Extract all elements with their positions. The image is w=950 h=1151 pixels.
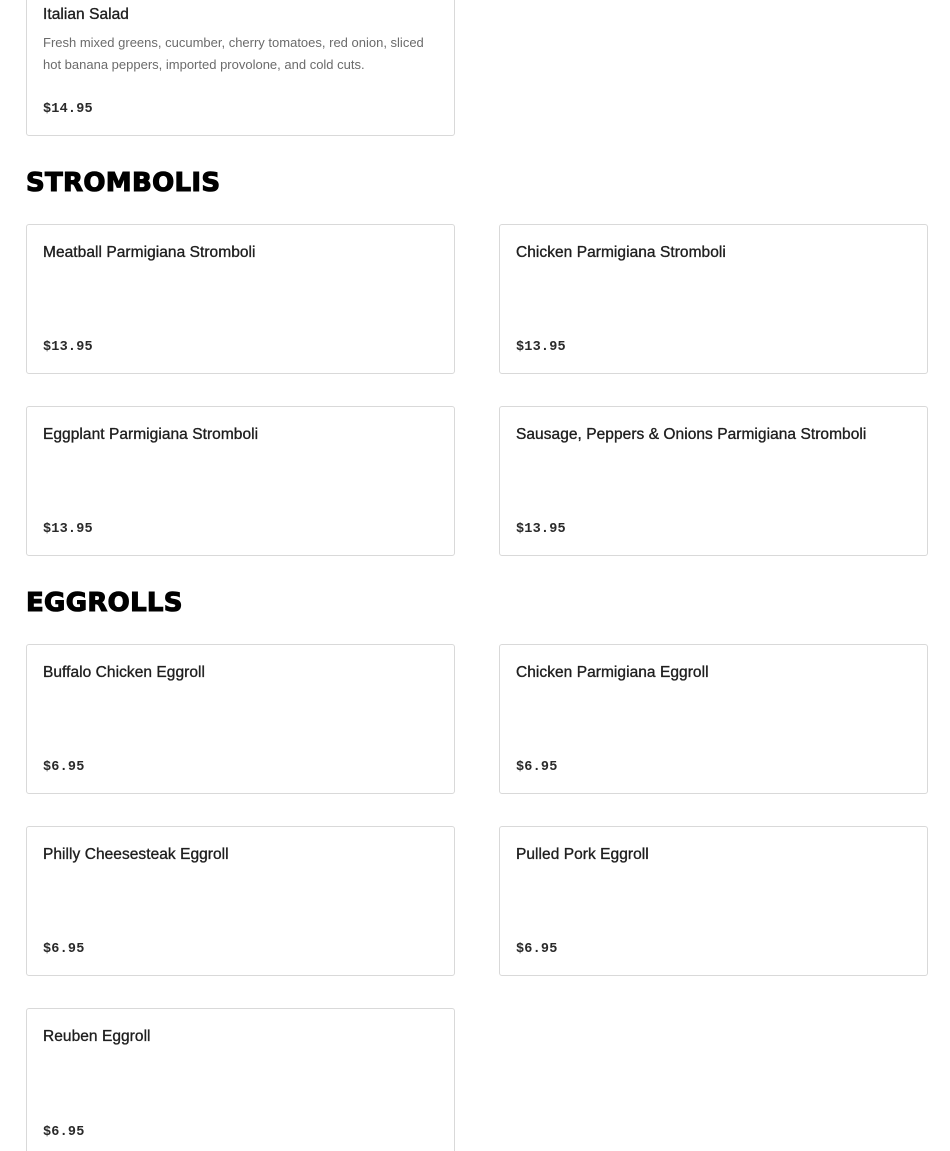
menu-item-name: Buffalo Chicken Eggroll bbox=[43, 664, 205, 681]
menu-item-card[interactable] bbox=[26, 1008, 455, 1151]
menu-item-name: Eggplant Parmigiana Stromboli bbox=[43, 426, 259, 443]
menu-item-card[interactable] bbox=[499, 224, 928, 374]
menu-item-card[interactable] bbox=[26, 224, 455, 374]
menu-item-card[interactable] bbox=[26, 406, 455, 556]
menu-item-card[interactable] bbox=[26, 826, 455, 976]
menu-item-name: Chicken Parmigiana Stromboli bbox=[516, 244, 726, 261]
menu-item-description: Fresh mixed greens, cucumber, cherry tomatoes, red onion, sliced hot banana peppers, imported provolone, and cold cuts. bbox=[43, 35, 424, 72]
menu-item-name: Reuben Eggroll bbox=[43, 1028, 151, 1045]
menu-item-name: Meatball Parmigiana Stromboli bbox=[43, 244, 256, 261]
menu-item-price: $6.95 bbox=[516, 942, 558, 957]
section-title-eggrolls: EGGROLLS bbox=[26, 588, 183, 618]
menu-item-name: Philly Cheesesteak Eggroll bbox=[43, 846, 229, 863]
menu-item-price: $6.95 bbox=[43, 760, 85, 775]
menu-item-card[interactable] bbox=[26, 0, 455, 136]
menu-item-name: Sausage, Peppers & Onions Parmigiana Stromboli bbox=[516, 426, 867, 443]
menu-item-price: $14.95 bbox=[43, 102, 93, 117]
menu-item-price: $13.95 bbox=[43, 522, 93, 537]
menu-item-name: Chicken Parmigiana Eggroll bbox=[516, 664, 709, 681]
menu-item-card[interactable] bbox=[499, 644, 928, 794]
menu-item-card[interactable] bbox=[26, 644, 455, 794]
menu-item-name: Pulled Pork Eggroll bbox=[516, 846, 649, 863]
menu-item-price: $6.95 bbox=[43, 1125, 85, 1140]
menu-item-card[interactable] bbox=[499, 826, 928, 976]
menu-item-name: Italian Salad bbox=[43, 6, 129, 23]
menu-item-price: $13.95 bbox=[516, 522, 566, 537]
section-title-strombolis: STROMBOLIS bbox=[26, 168, 221, 198]
menu-item-card[interactable] bbox=[499, 406, 928, 556]
menu-item-price: $13.95 bbox=[516, 340, 566, 355]
menu-item-price: $13.95 bbox=[43, 340, 93, 355]
menu-item-price: $6.95 bbox=[43, 942, 85, 957]
menu-item-price: $6.95 bbox=[516, 760, 558, 775]
